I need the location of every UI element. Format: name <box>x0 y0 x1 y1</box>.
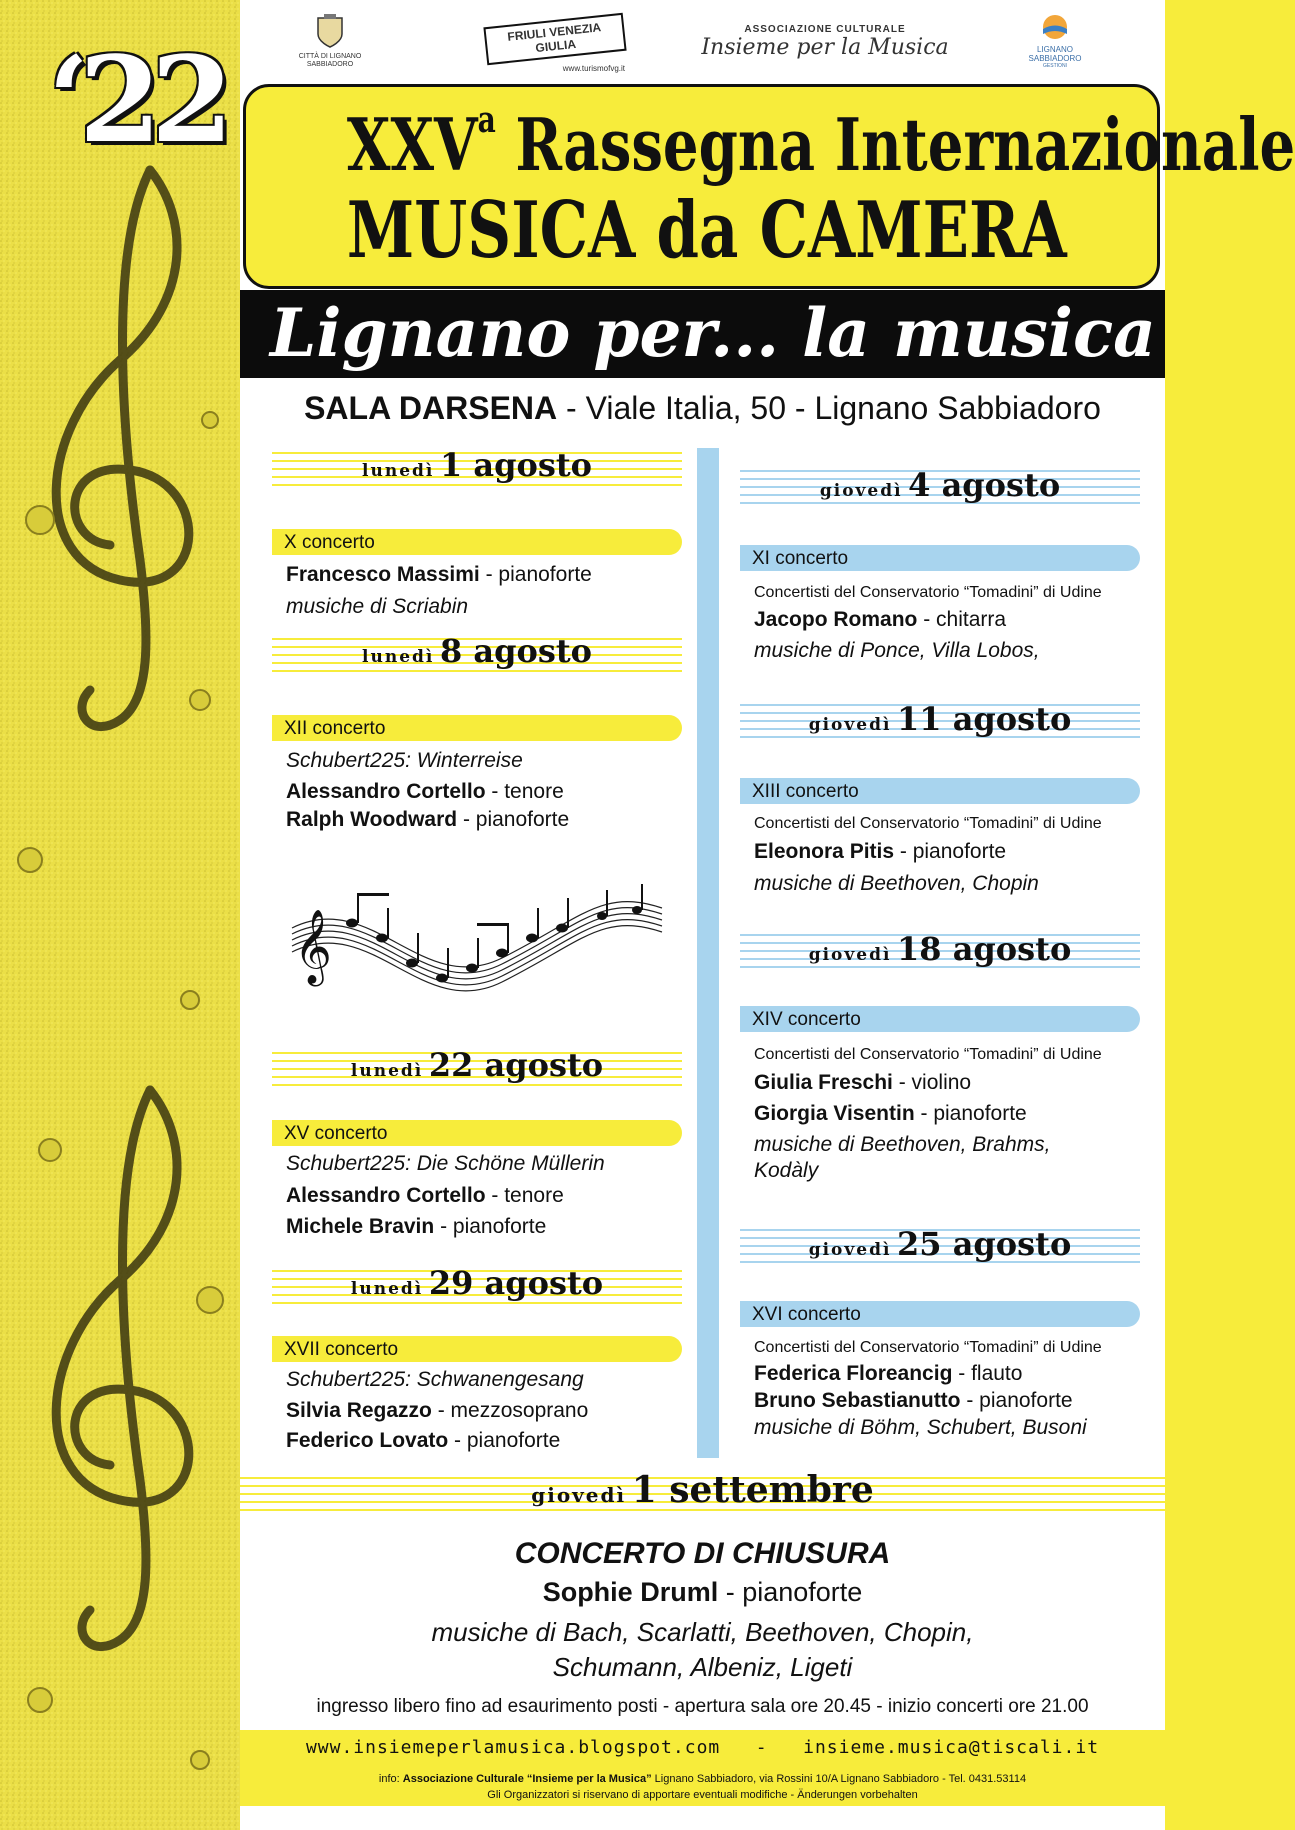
performer-role: - pianoforte <box>479 563 592 586</box>
performer-line <box>754 1389 1073 1413</box>
performer-line <box>286 808 569 832</box>
performer-name: Alessandro Cortello <box>286 1184 486 1207</box>
closing-program-2: Schumann, Albeniz, Ligeti <box>552 1652 853 1682</box>
concert-number: XVII concerto <box>284 1339 399 1360</box>
performer-name: Alessandro Cortello <box>286 780 486 803</box>
performer-line <box>754 608 1006 632</box>
treble-clef-sand-drawing <box>0 0 240 1830</box>
performer-role: - chitarra <box>917 608 1007 631</box>
event-card <box>272 1266 682 1456</box>
city-crest-icon <box>316 14 344 48</box>
performer-name: Ralph Woodward <box>286 808 458 831</box>
title-line-2: MUSICA da CAMERA <box>346 185 1067 276</box>
performer-role: - pianoforte <box>457 808 570 831</box>
closing-title: CONCERTO DI CHIUSURA <box>514 1537 891 1570</box>
performer-role: - violino <box>892 1071 972 1094</box>
year-label: ‘22 <box>48 30 224 169</box>
program-line: musiche di Beethoven, Brahms, <box>754 1133 1051 1156</box>
performer-name: Federica Floreancig <box>754 1362 953 1385</box>
performer-name: Francesco Massimi <box>286 563 480 586</box>
lignano-logo <box>1015 14 1095 69</box>
event-day: giovedì <box>819 481 903 501</box>
event-day: giovedì <box>808 945 892 965</box>
performer-line <box>754 1362 1022 1386</box>
right-yellow-strip <box>1165 0 1200 1830</box>
title-rassegna: Rassegna Internazionale <box>515 102 1295 187</box>
event-card <box>272 448 682 623</box>
concert-number: XII concerto <box>284 718 386 739</box>
concert-number: X concerto <box>284 532 375 553</box>
performer-line <box>754 840 1006 864</box>
ensemble-line: Concertisti del Conservatorio “Tomadini” di Udine <box>754 584 1102 601</box>
footer-info-prefix: info: <box>378 1773 403 1785</box>
event-day: giovedì <box>808 715 892 735</box>
logo-bar <box>240 0 1165 85</box>
venue-address: - Viale Italia, 50 - Lignano Sabbiadoro <box>566 390 1101 426</box>
event-date <box>740 1225 1140 1263</box>
footer-disclaimer: Gli Organizzatori si riservano di apportare eventuali modifiche - Änderungen vorbehalten <box>487 1789 918 1801</box>
event-date-number: 29 agosto <box>428 1264 604 1302</box>
ensemble-line: Concertisti del Conservatorio “Tomadini” di Udine <box>754 1046 1102 1063</box>
event-day: lunedì <box>362 647 435 667</box>
event-date <box>740 700 1140 738</box>
event-card <box>740 1225 1140 1455</box>
edition-number: XXV <box>346 102 478 187</box>
performer-name: Silvia Regazzo <box>286 1399 432 1422</box>
event-date-number: 4 agosto <box>908 466 1061 504</box>
event-card <box>740 930 1140 1182</box>
title-box <box>243 84 1295 289</box>
event-day: lunedì <box>350 1061 424 1081</box>
performer-name: Eleonora Pitis <box>754 840 895 863</box>
event-date <box>272 1264 682 1302</box>
performer-role: - pianoforte <box>434 1215 547 1238</box>
concert-pill <box>740 1006 1140 1032</box>
tagline-band <box>240 290 1165 378</box>
event-date-number: 1 agosto <box>439 446 592 484</box>
closing-day: giovedì <box>531 1483 627 1507</box>
event-date <box>272 1046 682 1084</box>
title-line-1 <box>346 99 1295 187</box>
event-date-number: 25 agosto <box>897 1225 1072 1263</box>
tagline: Lignano per... la musica <box>270 294 1156 372</box>
event-day: giovedì <box>808 1240 892 1260</box>
program-line: Kodàly <box>754 1159 819 1182</box>
event-date <box>740 930 1140 968</box>
fvg-url: www.turismofvg.it <box>562 64 625 73</box>
venue-line <box>240 390 1165 427</box>
event-card <box>740 700 1140 900</box>
closing-program-1: musiche di Bach, Scarlatti, Beethoven, Chopin, <box>431 1617 974 1647</box>
lignano-logo-text: LIGNANO SABBIADORO <box>1028 45 1082 63</box>
closing-date <box>240 1469 1165 1511</box>
footer-info <box>240 1773 1165 1785</box>
admission-info: ingresso libero fino ad esaurimento posti - apertura sala ore 20.45 - inizio concerti ore 21.00 <box>316 1696 1089 1717</box>
performer-role: - pianoforte <box>894 840 1007 863</box>
performer-name: Federico Lovato <box>286 1429 449 1452</box>
event-day: lunedì <box>350 1279 424 1299</box>
event-date <box>272 446 682 484</box>
event-date-number: 8 agosto <box>439 632 592 670</box>
event-date <box>272 632 682 670</box>
event-date-number: 22 agosto <box>428 1046 604 1084</box>
performer-line <box>286 1429 560 1453</box>
event-date <box>740 466 1140 504</box>
performer-line <box>754 1071 971 1095</box>
program-line: musiche di Beethoven, Chopin <box>754 872 1039 895</box>
program-line: musiche di Scriabin <box>286 595 469 618</box>
svg-text:𝄞: 𝄞 <box>294 910 332 984</box>
program-line: musiche di Böhm, Schubert, Busoni <box>754 1416 1087 1439</box>
program-line: Schubert225: Winterreise <box>286 749 523 772</box>
closing-date-number: 1 settembre <box>631 1469 874 1511</box>
association-small-text: ASSOCIAZIONE CULTURALE <box>744 24 906 35</box>
concert-pill <box>272 1120 682 1146</box>
footer-address: Lignano Sabbiadoro, via Rossini 10/A Lignano Sabbiadoro - Tel. 0431.53114 <box>651 1773 1027 1785</box>
concert-pill <box>272 715 682 741</box>
closing-performer <box>240 1577 1165 1608</box>
closing-performer-name: Sophie Druml <box>542 1577 719 1607</box>
concert-pill <box>740 1301 1140 1327</box>
performer-role: - pianoforte <box>914 1102 1027 1125</box>
program-line: Schubert225: Die Schöne Müllerin <box>286 1152 605 1175</box>
performer-line <box>286 1184 564 1208</box>
performer-role: - pianoforte <box>448 1429 561 1452</box>
concert-pill <box>272 1336 682 1362</box>
event-card <box>272 634 682 834</box>
fvg-logo <box>485 20 625 73</box>
column-divider <box>697 448 719 1458</box>
city-logo <box>285 14 375 69</box>
ensemble-line: Concertisti del Conservatorio “Tomadini” di Udine <box>754 815 1102 832</box>
event-card <box>272 1048 682 1248</box>
performer-name: Jacopo Romano <box>754 608 918 631</box>
website-email: www.insiemeperlamusica.blogspot.com - insieme.musica@tiscali.it <box>305 1737 1100 1758</box>
sun-logo-icon <box>1042 14 1068 40</box>
fvg-logo-text: FRIULI VENEZIA GIULIA <box>483 13 626 65</box>
ensemble-line: Concertisti del Conservatorio “Tomadini” di Udine <box>754 1339 1102 1356</box>
performer-name: Giorgia Visentin <box>754 1102 915 1125</box>
program-line: Schubert225: Schwanengesang <box>286 1368 584 1391</box>
sand-background <box>0 0 240 1830</box>
association-logo <box>700 24 950 60</box>
music-notes-illustration <box>272 868 682 1028</box>
performer-line <box>754 1102 1027 1126</box>
performer-line <box>286 780 564 804</box>
performer-role: - tenore <box>485 780 564 803</box>
association-name: Insieme per la Musica <box>701 35 949 60</box>
concert-pill <box>272 529 682 555</box>
concert-number: XV concerto <box>284 1123 388 1144</box>
lignano-logo-sub: GESTIONI <box>1043 63 1067 69</box>
performer-name: Giulia Freschi <box>754 1071 893 1094</box>
program-line: musiche di Ponce, Villa Lobos, <box>754 639 1040 662</box>
performer-role: - flauto <box>952 1362 1023 1385</box>
performer-role: - tenore <box>485 1184 564 1207</box>
city-logo-text: CITTÀ DI LIGNANO SABBIADORO <box>298 53 362 68</box>
performer-name: Michele Bravin <box>286 1215 435 1238</box>
music-notes-icon <box>272 868 672 1028</box>
concert-number: XIII concerto <box>752 781 859 802</box>
event-date-number: 18 agosto <box>897 930 1072 968</box>
event-date-number: 11 agosto <box>897 700 1072 738</box>
left-column <box>272 448 682 1458</box>
performer-name: Bruno Sebastianutto <box>754 1389 961 1412</box>
event-day: lunedì <box>362 461 435 481</box>
concert-number: XI concerto <box>752 548 849 569</box>
performer-line <box>286 1215 546 1239</box>
performer-line <box>286 563 592 587</box>
performer-role: - mezzosoprano <box>431 1399 589 1422</box>
closing-performer-role: - pianoforte <box>718 1577 863 1607</box>
performer-role: - pianoforte <box>960 1389 1073 1412</box>
concert-number: XIV concerto <box>752 1009 861 1030</box>
concert-pill <box>740 545 1140 571</box>
concert-pill <box>740 778 1140 804</box>
venue-name: SALA DARSENA <box>304 390 558 426</box>
right-column <box>740 448 1140 1458</box>
edition-sup: a <box>477 99 496 141</box>
event-card <box>740 466 1140 666</box>
footer-association: Associazione Culturale “Insieme per la Musica” <box>402 1773 652 1785</box>
concert-number: XVI concerto <box>752 1304 861 1325</box>
performer-line <box>286 1399 588 1423</box>
